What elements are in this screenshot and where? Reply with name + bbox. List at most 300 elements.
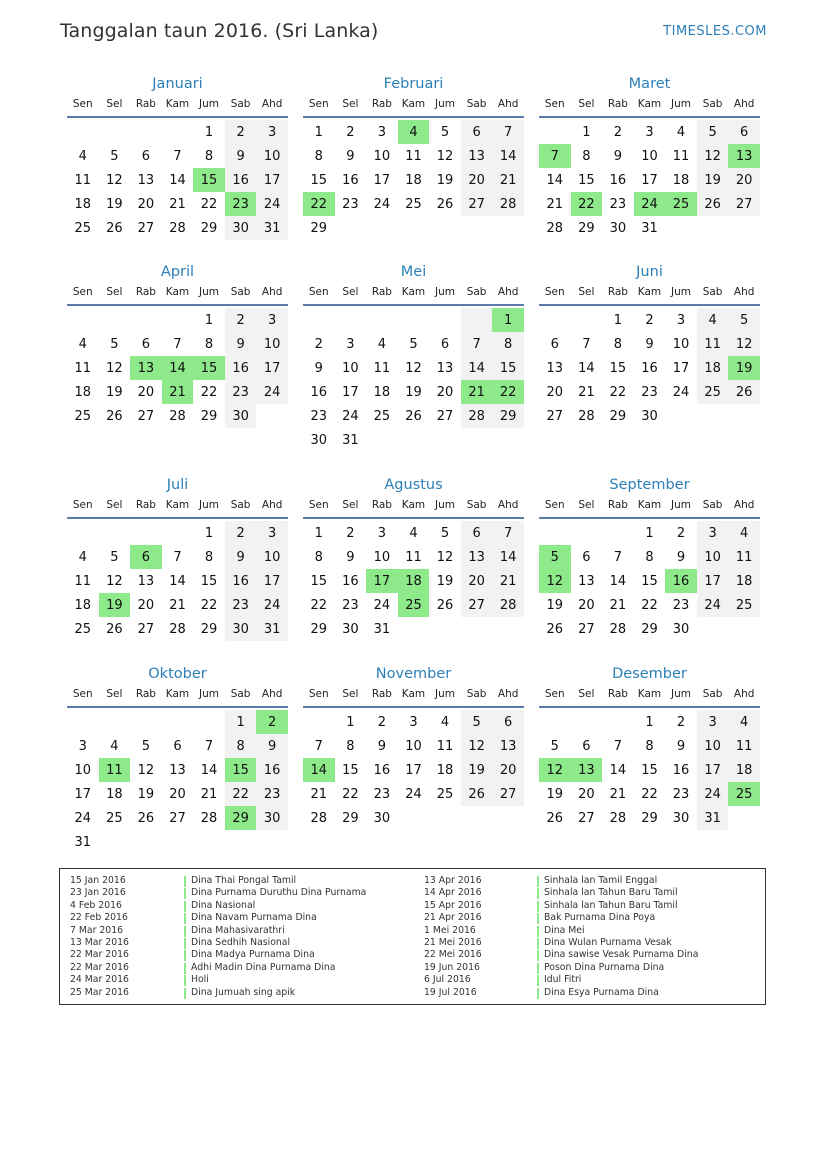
day-cell: 16 bbox=[225, 168, 257, 192]
day-cell: 2 bbox=[645, 312, 654, 328]
day-cell: 19 bbox=[106, 196, 123, 212]
day-cell: 9 bbox=[225, 332, 257, 356]
empty-day-cell bbox=[99, 308, 131, 332]
day-cell: 20 bbox=[546, 384, 564, 400]
day-cell: 2 bbox=[225, 120, 257, 144]
holiday-name: Dina Mahasivarathri bbox=[191, 924, 285, 936]
day-cell: 14 bbox=[169, 573, 186, 589]
month-name: Januari bbox=[152, 76, 203, 92]
day-cell: 13 bbox=[546, 360, 564, 376]
empty-day-cell bbox=[162, 308, 194, 332]
day-cell: 31 bbox=[373, 621, 391, 637]
empty-day-cell bbox=[539, 308, 571, 332]
weekday-label: Rab bbox=[371, 688, 392, 700]
weekday-label: Sen bbox=[72, 286, 93, 298]
day-cell: 16 bbox=[641, 360, 658, 376]
weekday-label: Ahd bbox=[261, 688, 283, 700]
day-cell: 16 bbox=[672, 762, 690, 778]
day-cell: 24 bbox=[74, 810, 92, 826]
day-cell: 9 bbox=[225, 545, 257, 569]
day-cell: 7 bbox=[539, 144, 571, 168]
weekday-label: Sel bbox=[106, 286, 123, 298]
day-cell: 4 bbox=[728, 521, 760, 545]
holiday-marker bbox=[184, 888, 186, 899]
day-cell: 22 bbox=[200, 597, 218, 613]
day-cell: 28 bbox=[546, 220, 564, 236]
day-cell: 6 bbox=[440, 336, 450, 352]
holiday-name: Dina Jumuah sing apik bbox=[191, 986, 296, 998]
day-cell: 5 bbox=[110, 148, 119, 164]
day-cell: 5 bbox=[539, 545, 571, 569]
day-cell: 22 bbox=[609, 384, 627, 400]
empty-day-cell bbox=[130, 521, 162, 545]
weekday-label: Ahd bbox=[497, 499, 519, 511]
day-cell: 19 bbox=[546, 786, 564, 802]
day-cell: 26 bbox=[728, 380, 760, 404]
weekday-label: Sab bbox=[702, 499, 723, 511]
weekday-label: Kam bbox=[637, 98, 662, 110]
day-cell: 25 bbox=[74, 408, 92, 424]
day-cell: 6 bbox=[173, 738, 182, 754]
empty-day-cell bbox=[602, 710, 634, 734]
day-cell: 23 bbox=[672, 597, 690, 613]
page-title: Tanggalan taun 2016. (Sri Lanka) bbox=[60, 20, 379, 42]
header-divider bbox=[303, 304, 524, 306]
day-cell: 27 bbox=[578, 810, 595, 826]
day-cell: 18 bbox=[74, 597, 92, 613]
day-cell: 11 bbox=[405, 549, 422, 565]
empty-day-cell bbox=[67, 120, 99, 144]
day-cell: 18 bbox=[398, 569, 430, 593]
header-divider bbox=[303, 517, 524, 519]
day-cell: 25 bbox=[728, 593, 760, 617]
weekday-label: Sab bbox=[466, 688, 487, 700]
day-grid bbox=[303, 710, 524, 830]
day-cell: 27 bbox=[169, 810, 186, 826]
day-cell: 13 bbox=[728, 144, 760, 168]
day-cell: 16 bbox=[373, 762, 391, 778]
day-cell: 4 bbox=[728, 710, 760, 734]
holiday-marker bbox=[184, 975, 186, 986]
empty-day-cell bbox=[539, 710, 571, 734]
weekday-header bbox=[539, 684, 760, 704]
day-grid bbox=[67, 120, 288, 240]
day-cell: 20 bbox=[728, 168, 760, 192]
day-cell: 9 bbox=[314, 360, 323, 376]
day-cell: 10 bbox=[373, 549, 391, 565]
day-cell: 1 bbox=[613, 312, 623, 328]
empty-day-cell bbox=[99, 710, 131, 734]
day-cell: 1 bbox=[645, 714, 654, 730]
holiday-name: Dina Navam Purnama Dina bbox=[191, 912, 317, 924]
empty-day-cell bbox=[162, 710, 194, 734]
day-cell: 28 bbox=[169, 220, 186, 236]
weekday-header bbox=[303, 495, 524, 515]
day-cell: 6 bbox=[141, 336, 151, 352]
weekday-label: Kam bbox=[165, 688, 190, 700]
weekday-label: Ahd bbox=[733, 98, 755, 110]
day-cell: 23 bbox=[609, 196, 627, 212]
day-cell: 18 bbox=[373, 384, 391, 400]
day-cell: 19 bbox=[697, 168, 729, 192]
holiday-date: 23 Jan 2016 bbox=[70, 887, 126, 899]
holiday-name: Dina Madya Purnama Dina bbox=[191, 949, 315, 961]
month-desember bbox=[539, 662, 760, 830]
day-cell: 31 bbox=[74, 834, 92, 850]
day-cell: 29 bbox=[200, 621, 218, 637]
day-cell: 30 bbox=[609, 220, 627, 236]
day-cell: 24 bbox=[256, 192, 288, 216]
weekday-label: Kam bbox=[401, 98, 426, 110]
day-cell: 22 bbox=[571, 192, 603, 216]
holiday-marker bbox=[537, 988, 539, 999]
day-cell: 5 bbox=[461, 710, 493, 734]
day-cell: 28 bbox=[169, 408, 186, 424]
day-cell: 3 bbox=[377, 525, 387, 541]
day-cell: 8 bbox=[314, 148, 323, 164]
day-cell: 9 bbox=[346, 549, 355, 565]
day-cell: 16 bbox=[310, 384, 328, 400]
day-cell: 21 bbox=[492, 168, 524, 192]
day-cell: 25 bbox=[106, 810, 123, 826]
holiday-marker bbox=[184, 901, 186, 912]
day-cell: 7 bbox=[314, 738, 323, 754]
day-cell: 22 bbox=[200, 384, 218, 400]
holiday-date: 7 Mar 2016 bbox=[70, 924, 124, 936]
day-cell: 18 bbox=[436, 762, 454, 778]
weekday-label: Jum bbox=[671, 499, 692, 511]
day-cell: 30 bbox=[342, 621, 359, 637]
day-cell: 5 bbox=[110, 336, 119, 352]
day-cell: 15 bbox=[200, 573, 218, 589]
weekday-label: Rab bbox=[607, 688, 628, 700]
day-cell: 25 bbox=[74, 621, 92, 637]
weekday-label: Sel bbox=[578, 286, 595, 298]
day-cell: 20 bbox=[137, 196, 155, 212]
empty-day-cell bbox=[303, 710, 335, 734]
empty-day-cell bbox=[571, 521, 603, 545]
day-cell: 1 bbox=[582, 124, 591, 140]
month-name: Oktober bbox=[148, 666, 207, 682]
weekday-label: Sen bbox=[72, 688, 93, 700]
day-cell: 2 bbox=[377, 714, 387, 730]
day-cell: 3 bbox=[346, 336, 355, 352]
day-cell: 10 bbox=[373, 148, 391, 164]
day-cell: 18 bbox=[728, 569, 760, 593]
day-cell: 10 bbox=[256, 144, 288, 168]
day-cell: 29 bbox=[225, 806, 257, 830]
weekday-label: Kam bbox=[165, 499, 190, 511]
holiday-marker bbox=[537, 913, 539, 924]
header-divider bbox=[67, 706, 288, 708]
day-cell: 3 bbox=[645, 124, 654, 140]
day-cell: 15 bbox=[310, 573, 328, 589]
day-cell: 8 bbox=[492, 332, 524, 356]
day-cell: 24 bbox=[256, 593, 288, 617]
empty-day-cell bbox=[67, 308, 99, 332]
day-cell: 17 bbox=[256, 168, 288, 192]
weekday-label: Sen bbox=[544, 688, 565, 700]
empty-day-cell bbox=[429, 308, 461, 332]
day-cell: 15 bbox=[609, 360, 627, 376]
day-cell: 27 bbox=[461, 593, 493, 617]
day-cell: 16 bbox=[342, 573, 359, 589]
weekday-label: Rab bbox=[135, 286, 156, 298]
day-cell: 25 bbox=[436, 786, 454, 802]
day-cell: 4 bbox=[78, 148, 87, 164]
empty-day-cell bbox=[193, 710, 225, 734]
holiday-name: Idul Fitri bbox=[544, 974, 582, 986]
empty-day-cell bbox=[99, 521, 131, 545]
holiday-marker bbox=[184, 988, 186, 999]
day-cell: 13 bbox=[130, 356, 162, 380]
day-cell: 13 bbox=[137, 172, 155, 188]
day-cell: 4 bbox=[697, 308, 729, 332]
weekday-label: Sen bbox=[72, 499, 93, 511]
day-cell: 9 bbox=[225, 144, 257, 168]
weekday-label: Sen bbox=[308, 286, 329, 298]
holiday-name: Poson Dina Purnama Dina bbox=[544, 961, 665, 973]
holiday-date: 15 Apr 2016 bbox=[424, 899, 482, 911]
day-cell: 3 bbox=[697, 521, 729, 545]
day-cell: 21 bbox=[578, 384, 595, 400]
weekday-label: Kam bbox=[165, 286, 190, 298]
weekday-label: Sab bbox=[230, 98, 251, 110]
day-cell: 25 bbox=[398, 593, 430, 617]
month-name: Desember bbox=[612, 666, 687, 682]
header-divider bbox=[67, 517, 288, 519]
day-cell: 22 bbox=[641, 786, 658, 802]
day-cell: 19 bbox=[99, 593, 131, 617]
day-cell: 27 bbox=[492, 782, 524, 806]
empty-day-cell bbox=[130, 120, 162, 144]
holiday-marker bbox=[184, 950, 186, 961]
day-cell: 16 bbox=[342, 172, 359, 188]
empty-day-cell bbox=[539, 120, 571, 144]
day-cell: 11 bbox=[74, 573, 92, 589]
month-name: Februari bbox=[383, 76, 444, 92]
month-januari bbox=[67, 72, 288, 240]
weekday-label: Sel bbox=[342, 98, 359, 110]
holiday-marker bbox=[537, 950, 539, 961]
day-cell: 6 bbox=[130, 545, 162, 569]
weekday-header bbox=[539, 282, 760, 302]
day-cell: 22 bbox=[492, 380, 524, 404]
day-cell: 10 bbox=[697, 734, 729, 758]
day-cell: 24 bbox=[634, 192, 666, 216]
day-cell: 29 bbox=[578, 220, 595, 236]
holiday-name: Dina Wulan Purnama Vesak bbox=[544, 936, 672, 948]
day-cell: 10 bbox=[672, 336, 690, 352]
day-cell: 28 bbox=[578, 408, 595, 424]
day-cell: 19 bbox=[436, 573, 454, 589]
day-cell: 22 bbox=[200, 196, 218, 212]
day-cell: 31 bbox=[342, 432, 359, 448]
holiday-marker bbox=[537, 926, 539, 937]
holiday-date: 13 Apr 2016 bbox=[424, 875, 482, 886]
empty-day-cell bbox=[130, 710, 162, 734]
weekday-label: Kam bbox=[637, 688, 662, 700]
day-cell: 17 bbox=[366, 569, 398, 593]
day-grid bbox=[303, 521, 524, 641]
brand-link[interactable]: TIMESLES.COM bbox=[663, 24, 767, 39]
weekday-label: Sen bbox=[308, 688, 329, 700]
day-cell: 4 bbox=[409, 525, 418, 541]
day-grid bbox=[303, 308, 524, 452]
day-grid bbox=[67, 521, 288, 641]
day-cell: 5 bbox=[141, 738, 151, 754]
day-cell: 11 bbox=[728, 734, 760, 758]
day-cell: 1 bbox=[492, 308, 524, 332]
day-cell: 6 bbox=[582, 549, 591, 565]
day-cell: 9 bbox=[256, 734, 288, 758]
day-cell: 15 bbox=[578, 172, 595, 188]
day-cell: 25 bbox=[373, 408, 391, 424]
day-cell: 14 bbox=[492, 144, 524, 168]
weekday-label: Jum bbox=[435, 688, 456, 700]
day-cell: 25 bbox=[697, 380, 729, 404]
day-cell: 3 bbox=[256, 120, 288, 144]
empty-day-cell bbox=[602, 521, 634, 545]
empty-day-cell bbox=[571, 710, 603, 734]
holiday-marker bbox=[537, 888, 539, 899]
day-cell: 9 bbox=[645, 336, 654, 352]
day-cell: 26 bbox=[137, 810, 155, 826]
day-cell: 26 bbox=[697, 192, 729, 216]
day-cell: 28 bbox=[461, 404, 493, 428]
holiday-name: Dina Purnama Duruthu Dina Purnama bbox=[191, 887, 367, 899]
header-divider bbox=[539, 116, 760, 118]
day-cell: 27 bbox=[137, 408, 155, 424]
day-cell: 29 bbox=[342, 810, 359, 826]
day-cell: 2 bbox=[346, 525, 355, 541]
day-cell: 31 bbox=[697, 806, 729, 830]
day-cell: 2 bbox=[676, 525, 686, 541]
day-cell: 8 bbox=[314, 549, 323, 565]
day-cell: 30 bbox=[225, 404, 257, 428]
day-cell: 23 bbox=[672, 786, 690, 802]
day-cell: 18 bbox=[74, 196, 92, 212]
day-cell: 7 bbox=[492, 120, 524, 144]
day-cell: 13 bbox=[436, 360, 454, 376]
month-name: Maret bbox=[628, 76, 671, 92]
month-maret bbox=[539, 72, 760, 240]
day-cell: 28 bbox=[492, 593, 524, 617]
day-cell: 26 bbox=[546, 621, 564, 637]
day-cell: 16 bbox=[225, 356, 257, 380]
day-cell: 18 bbox=[728, 758, 760, 782]
day-cell: 14 bbox=[169, 172, 186, 188]
day-cell: 30 bbox=[672, 810, 690, 826]
weekday-label: Ahd bbox=[261, 98, 283, 110]
weekday-label: Sen bbox=[308, 499, 329, 511]
holiday-name: Dina Thai Pongal Tamil bbox=[191, 875, 297, 886]
day-cell: 28 bbox=[609, 810, 627, 826]
day-cell: 29 bbox=[310, 621, 328, 637]
day-cell: 24 bbox=[697, 782, 729, 806]
weekday-label: Sel bbox=[106, 688, 123, 700]
weekday-header bbox=[539, 495, 760, 515]
weekday-label: Kam bbox=[401, 688, 426, 700]
day-cell: 17 bbox=[672, 360, 690, 376]
day-cell: 11 bbox=[99, 758, 131, 782]
holiday-date: 4 Feb 2016 bbox=[70, 899, 122, 911]
holiday-name: Dina Sedhih Nasional bbox=[191, 936, 291, 948]
month-mei bbox=[303, 260, 524, 452]
day-cell: 21 bbox=[461, 380, 493, 404]
month-name: Juli bbox=[166, 477, 189, 493]
empty-day-cell bbox=[67, 521, 99, 545]
day-cell: 4 bbox=[110, 738, 119, 754]
day-cell: 24 bbox=[256, 380, 288, 404]
day-cell: 24 bbox=[373, 196, 391, 212]
holiday-name: Bak Purnama Dina Poya bbox=[544, 912, 656, 924]
day-cell: 29 bbox=[609, 408, 627, 424]
day-cell: 17 bbox=[697, 758, 729, 782]
day-cell: 31 bbox=[256, 617, 288, 641]
weekday-label: Sab bbox=[466, 286, 487, 298]
day-cell: 3 bbox=[409, 714, 418, 730]
weekday-label: Sab bbox=[230, 499, 251, 511]
day-cell: 29 bbox=[641, 621, 658, 637]
day-cell: 28 bbox=[609, 621, 627, 637]
day-cell: 31 bbox=[256, 216, 288, 240]
weekday-label: Sel bbox=[342, 499, 359, 511]
day-cell: 27 bbox=[436, 408, 454, 424]
holiday-marker bbox=[537, 975, 539, 986]
day-cell: 7 bbox=[173, 148, 182, 164]
day-cell: 12 bbox=[728, 332, 760, 356]
holiday-date: 1 Mei 2016 bbox=[424, 924, 476, 936]
weekday-label: Sab bbox=[230, 286, 251, 298]
holiday-name: Sinhala lan Tahun Baru Tamil bbox=[544, 899, 678, 911]
header-divider bbox=[303, 116, 524, 118]
holiday-marker bbox=[537, 938, 539, 949]
day-cell: 17 bbox=[342, 384, 359, 400]
holiday-date: 21 Apr 2016 bbox=[424, 912, 482, 924]
day-cell: 30 bbox=[225, 617, 257, 641]
day-cell: 31 bbox=[641, 220, 658, 236]
day-cell: 11 bbox=[697, 332, 729, 356]
day-cell: 18 bbox=[106, 786, 123, 802]
day-cell: 29 bbox=[492, 404, 524, 428]
day-cell: 1 bbox=[314, 124, 323, 140]
holiday-name: Dina Nasional bbox=[191, 899, 256, 911]
empty-day-cell bbox=[162, 120, 194, 144]
day-cell: 12 bbox=[137, 762, 155, 778]
day-cell: 26 bbox=[106, 408, 123, 424]
day-cell: 7 bbox=[204, 738, 214, 754]
holiday-marker bbox=[184, 913, 186, 924]
day-cell: 23 bbox=[641, 384, 658, 400]
day-grid bbox=[539, 710, 760, 830]
holiday-name: Dina Mei bbox=[544, 924, 585, 936]
day-cell: 9 bbox=[676, 738, 686, 754]
weekday-header bbox=[303, 94, 524, 114]
month-september bbox=[539, 473, 760, 641]
holiday-date: 22 Mar 2016 bbox=[70, 949, 129, 961]
day-cell: 11 bbox=[74, 172, 92, 188]
day-cell: 22 bbox=[641, 597, 658, 613]
day-cell: 19 bbox=[137, 786, 155, 802]
day-cell: 22 bbox=[303, 192, 335, 216]
day-cell: 17 bbox=[74, 786, 92, 802]
day-cell: 8 bbox=[582, 148, 591, 164]
holiday-date: 14 Apr 2016 bbox=[424, 887, 482, 899]
weekday-label: Sab bbox=[702, 688, 723, 700]
day-cell: 15 bbox=[641, 573, 658, 589]
day-cell: 12 bbox=[436, 549, 454, 565]
